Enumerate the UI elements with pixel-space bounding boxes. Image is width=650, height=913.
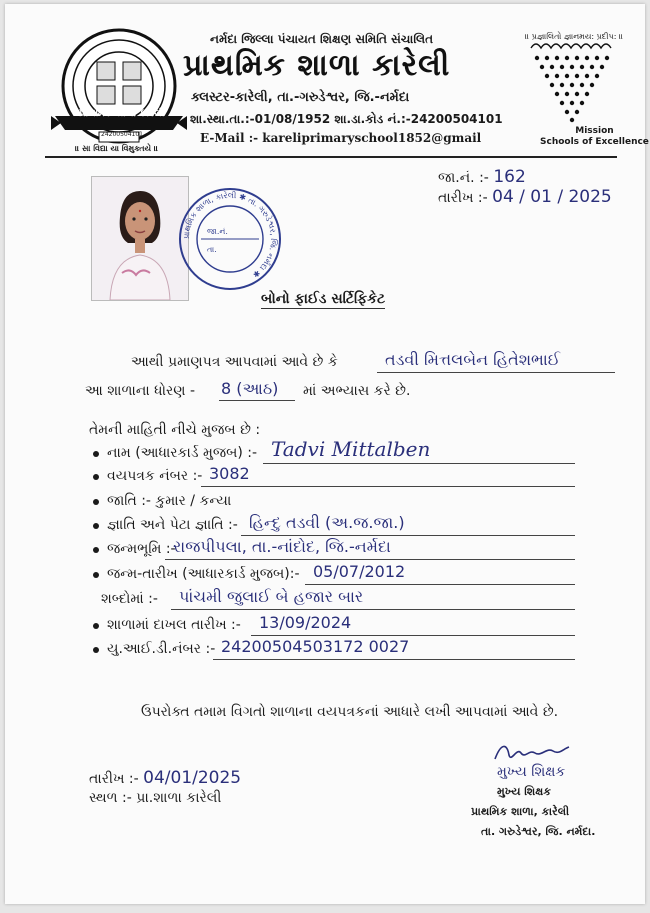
reference-number	[438, 167, 526, 187]
name-blank-line	[377, 372, 615, 373]
mission-line2: Schools of Excellence	[540, 137, 649, 147]
detail-bullet	[93, 572, 99, 578]
intro-line1: આથી પ્રમાણપત્ર આપવામાં આવે છે કે	[131, 354, 338, 370]
headmaster-title: મુખ્ય શિક્ષક	[497, 785, 552, 798]
detail-bullet	[93, 623, 99, 629]
detail-bullet	[93, 547, 99, 553]
certificate-title: બોનો ફાઈડ સર્ટિફિકેટ	[261, 291, 386, 307]
detail-value: 13/09/2024	[259, 613, 352, 632]
detail-bullet	[93, 647, 99, 653]
detail-label: જાતિ :- કુમાર / કન્યા	[107, 493, 232, 509]
school-codes: શા.સ્થા.તા.:-01/08/1952 શા.ડા.કોડ નં.:-24200504101	[190, 112, 503, 126]
intro-name-fill: તડવી મિત્તલબેન હિતેશભાઈ	[385, 350, 561, 369]
detail-value: 24200504503172 0027	[221, 637, 410, 656]
school-address: ક્લસ્ટર-કારેલી, તા.-ગરુડેશ્વર, જિ.-નર્મદા	[191, 90, 410, 105]
detail-value: હિન્દુ તડવી (અ.જ.જા.)	[249, 513, 405, 532]
details-heading: તેમની માહિતી નીચે મુજબ છે :	[89, 422, 261, 438]
intro-line2-end: માં અભ્યાસ કરે છે.	[303, 383, 411, 399]
detail-bullet	[93, 499, 99, 505]
school-email: E-Mail :- kareliprimaryschool1852@gmail	[200, 131, 482, 145]
footer-place: સ્થળ :- પ્રા.શાળા કારેલી	[89, 790, 222, 806]
intro-line2-start: આ શાળાના ધોરણ -	[85, 383, 195, 399]
footer-date-label: તારીખ :-	[89, 771, 139, 787]
detail-value: 3082	[209, 464, 250, 483]
detail-bullet	[93, 523, 99, 529]
header-subtitle: નર્મદા જિલ્લા પંચાયત શિક્ષણ સમિતિ સંચાલિત	[210, 32, 434, 46]
detail-blank-line	[251, 635, 575, 636]
detail-label: જન્મભૂમિ :-	[107, 541, 176, 557]
stamp-line2: તા.	[207, 245, 217, 254]
detail-blank-line	[201, 486, 575, 487]
detail-bullet	[93, 474, 99, 480]
mission-label	[540, 126, 649, 148]
stamp-line1: જા.નં.	[207, 227, 228, 236]
footer-date	[89, 768, 241, 788]
detail-label: યુ.આઈ.ડી.નંબર :-	[107, 641, 216, 657]
signature-handwritten-title: મુખ્ય શિક્ષક	[497, 764, 566, 780]
detail-blank-line	[263, 463, 575, 464]
mission-schools-logo	[525, 32, 624, 124]
detail-label: જ્ઞાતિ અને પેટા જ્ઞાતિ :-	[107, 517, 238, 533]
school-title: પ્રાથમિક શાળા કારેલી	[183, 48, 451, 83]
standard-blank-line	[219, 400, 295, 401]
logo-banner-text: પ્રાથમિક શાળા કારેલી	[79, 108, 165, 119]
closing-statement: ઉપરોક્ત તમામ વિગતો શાળાના વયપત્રકનાં આધારે લખી આપવામાં આવે છે.	[141, 704, 559, 720]
school-motto: ॥ સા વિદ્યા યા વિમુક્તયે ॥	[75, 144, 159, 153]
detail-bullet	[93, 451, 99, 457]
detail-value: 05/07/2012	[313, 562, 406, 581]
logo-code-text: 24200504101	[101, 131, 143, 138]
detail-label: વયપત્રક નંબર :-	[107, 468, 203, 484]
reference-date-label: તારીખ :-	[438, 190, 488, 206]
school-stamp	[177, 186, 283, 292]
reference-number-value: 162	[493, 167, 526, 187]
mission-line1: Mission	[575, 126, 614, 136]
detail-label: જન્મ-તારીખ (આધારકાર્ડ મુજબ):-	[107, 566, 300, 582]
headmaster-school: પ્રાથમિક શાળા, કારેલી	[471, 805, 570, 818]
footer-date-value: 04/01/2025	[143, 768, 242, 788]
reference-number-label: જા.નં. :-	[438, 170, 489, 186]
detail-label: નામ (આધારકાર્ડ મુજબ) :-	[107, 445, 258, 461]
reference-date-value: 04 / 01 / 2025	[492, 187, 612, 207]
mission-motto: ॥ પ્રજ્ઞાલિતો જ્ઞાનમય: પ્રદીપ: ॥	[525, 32, 624, 41]
stamp-ring-text: પ્રાથમિક શાળા, કારેલી ✱ તા. ગરુડેશ્વર, જિ. નર્મદા ✱	[181, 190, 279, 280]
detail-blank-line	[165, 559, 575, 560]
detail-label: શબ્દોમાં :-	[101, 591, 158, 607]
detail-blank-line	[241, 535, 575, 536]
detail-value: Tadvi Mittalben	[271, 437, 431, 461]
detail-blank-line	[171, 609, 575, 610]
reference-date	[438, 187, 612, 207]
detail-label: શાળામાં દાખલ તારીખ :-	[107, 617, 241, 633]
student-photo	[91, 176, 189, 301]
certificate-page	[5, 4, 649, 904]
headmaster-signature	[491, 741, 571, 765]
header-divider	[45, 156, 617, 158]
detail-blank-line	[213, 659, 575, 660]
headmaster-address: તા. ગરુડેશ્વર, જિ. નર્મદા.	[481, 825, 596, 838]
intro-standard-fill: 8 (આઠ)	[221, 379, 279, 398]
detail-value: રાજપીપલા, તા.-નાંદોદ, જિ.-નર્મદા	[173, 537, 391, 556]
detail-value: પાંચમી જુલાઈ બે હજાર બાર	[179, 587, 364, 606]
detail-blank-line	[305, 584, 575, 585]
